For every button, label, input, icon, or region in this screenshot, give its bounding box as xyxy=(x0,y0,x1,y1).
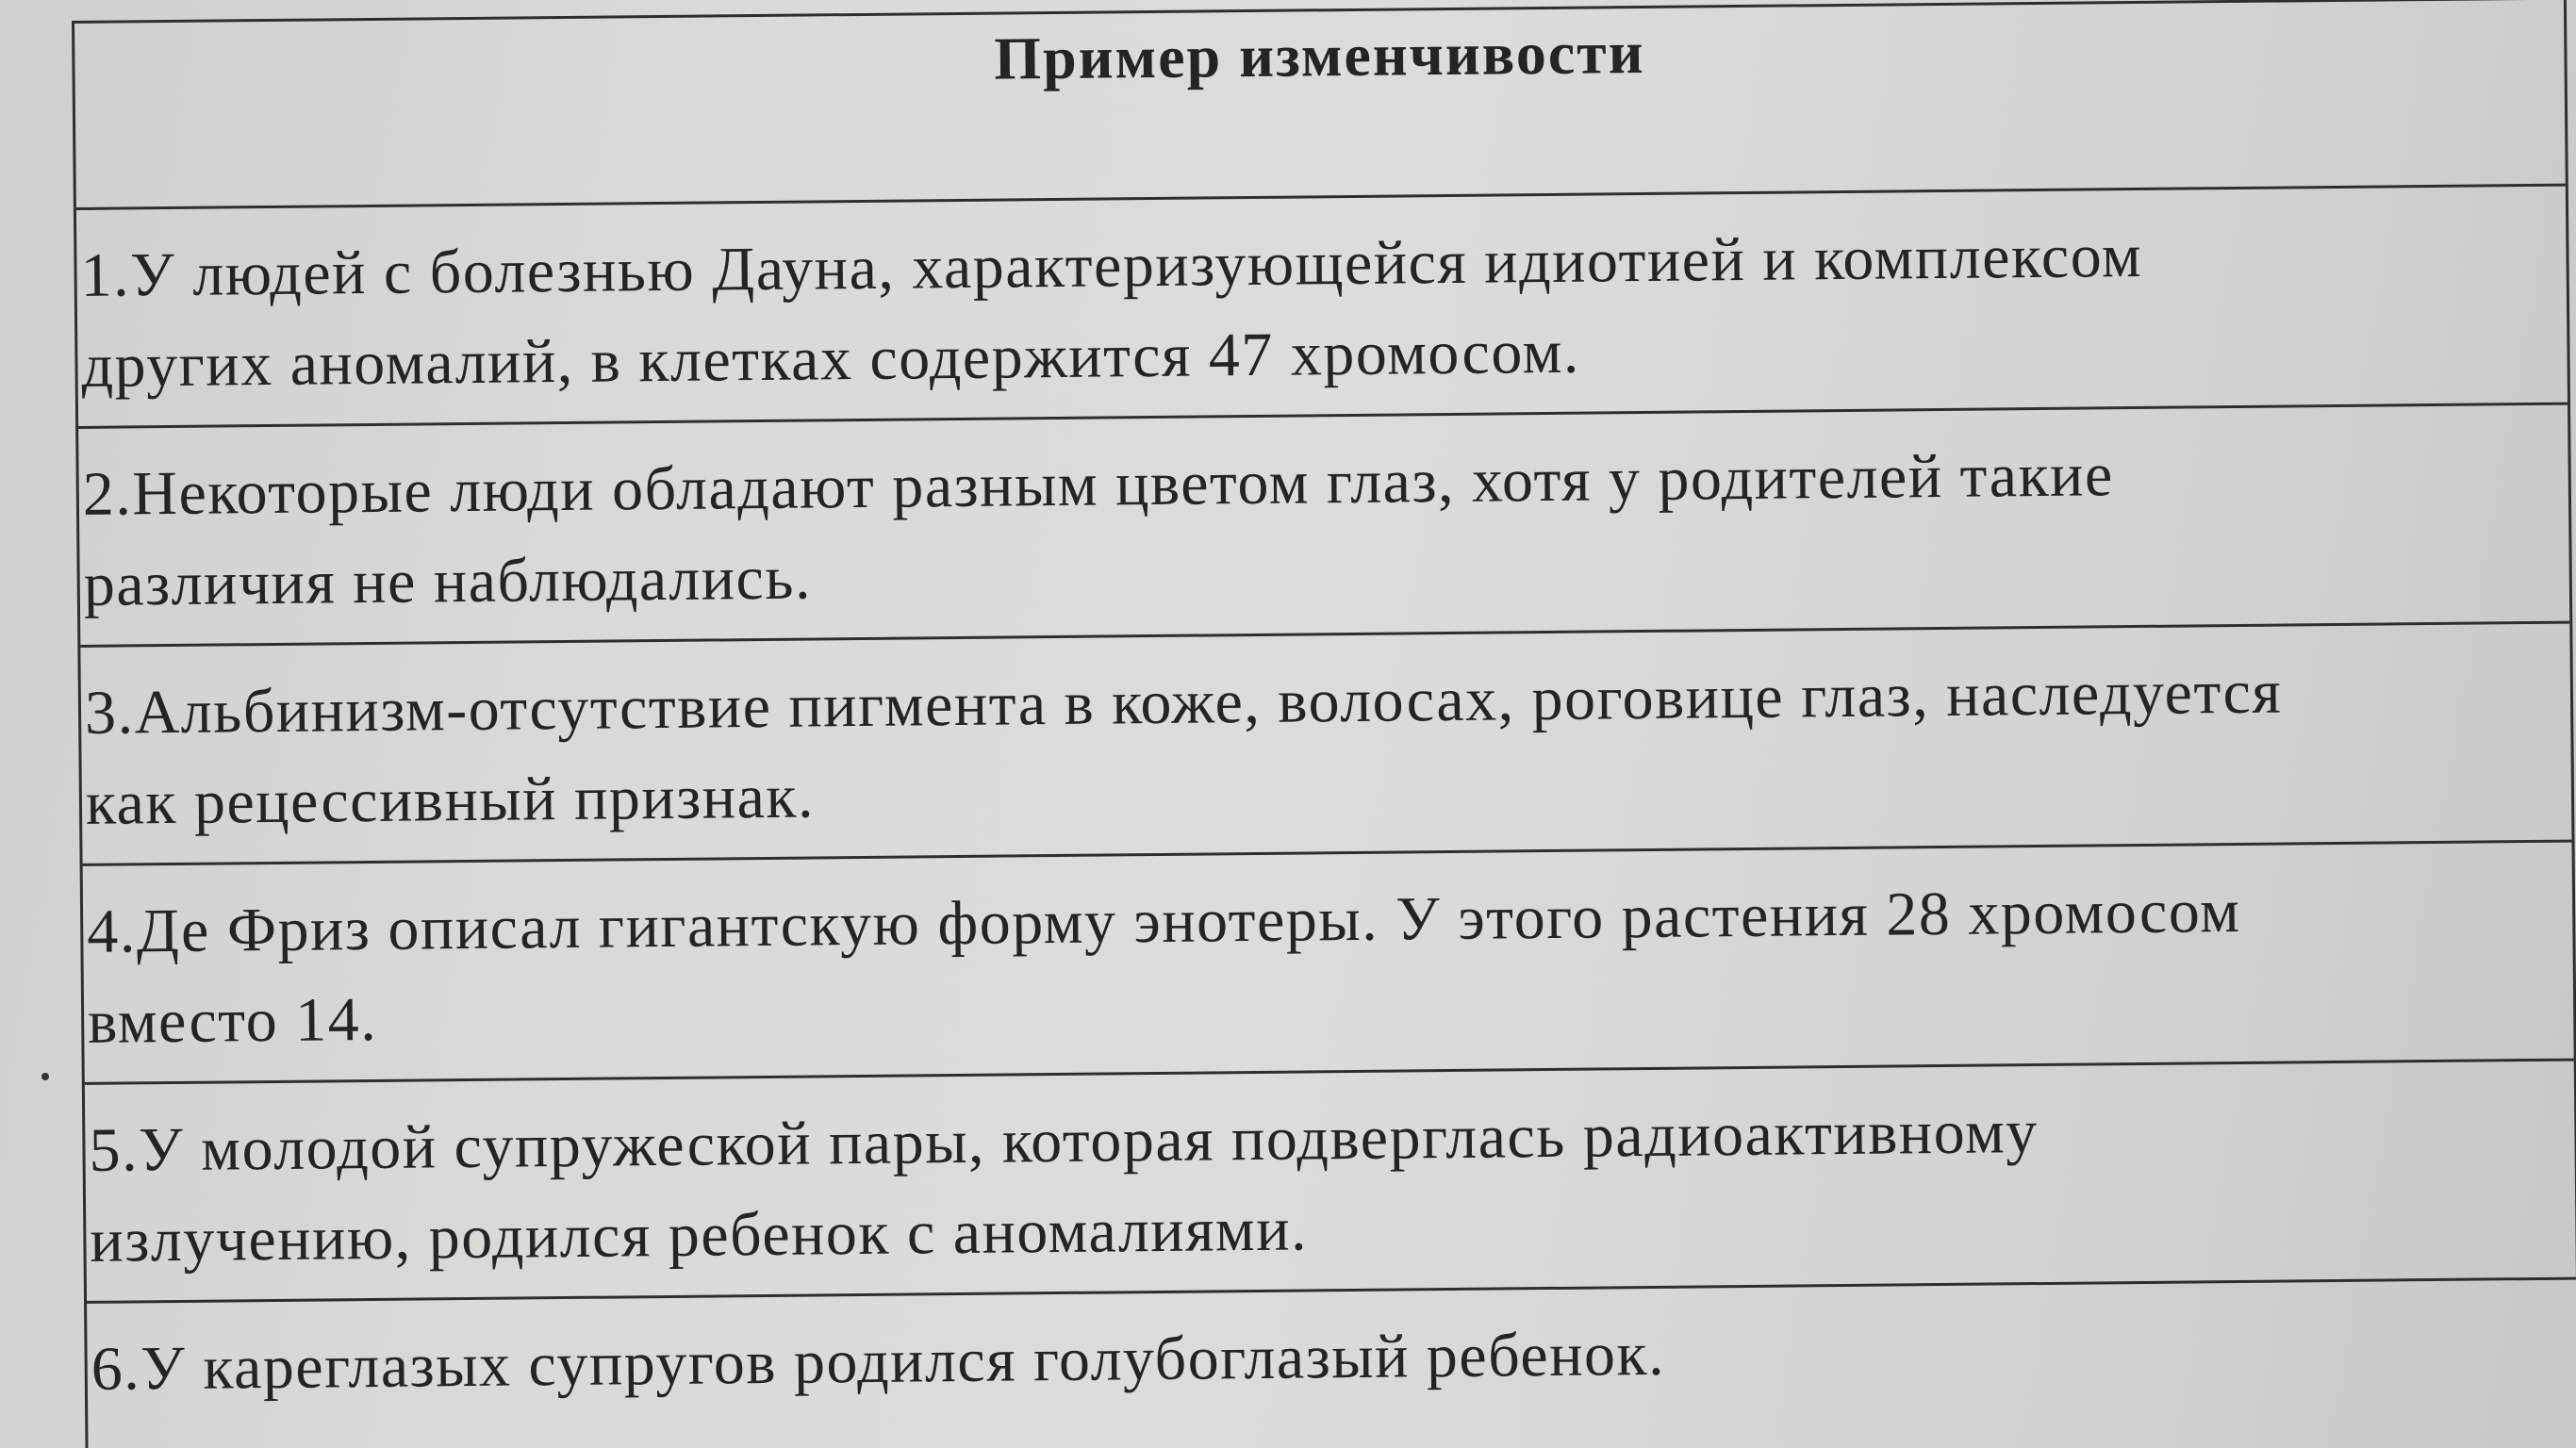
table-row-5: 5.У молодой супружеской пары, которая подверглась радиоактивному излучению, родился ребенок с аномалиями. xyxy=(85,1061,2576,1304)
ink-dot xyxy=(41,1073,49,1080)
table-header-row xyxy=(74,0,2566,210)
table-row-4: 4.Де Фриз описал гигантскую форму энотеры. У этого растения 28 хромосом вместо 14. xyxy=(83,843,2574,1085)
table-row-2: 2.Некоторые люди обладают разным цветом глаз, хотя у родителей такие различия не наблюдались. xyxy=(78,405,2569,648)
table-row-6: 6.У кареглазых супругов родился голубоглазый ребенок. xyxy=(91,1319,1666,1404)
table-row-1: 1.У людей с болезнью Дауна, характеризующейся идиотией и комплексом других аномалий, в клетках содержится 47 хромосом. xyxy=(76,187,2568,429)
table-row-3: 3.Альбинизм-отсутствие пигмента в коже, волосах, роговице глаз, наследуется как рецессивный признак. xyxy=(80,624,2571,866)
table-header-title: Пример изменчивости xyxy=(993,18,1645,92)
variability-table xyxy=(72,0,2576,1448)
